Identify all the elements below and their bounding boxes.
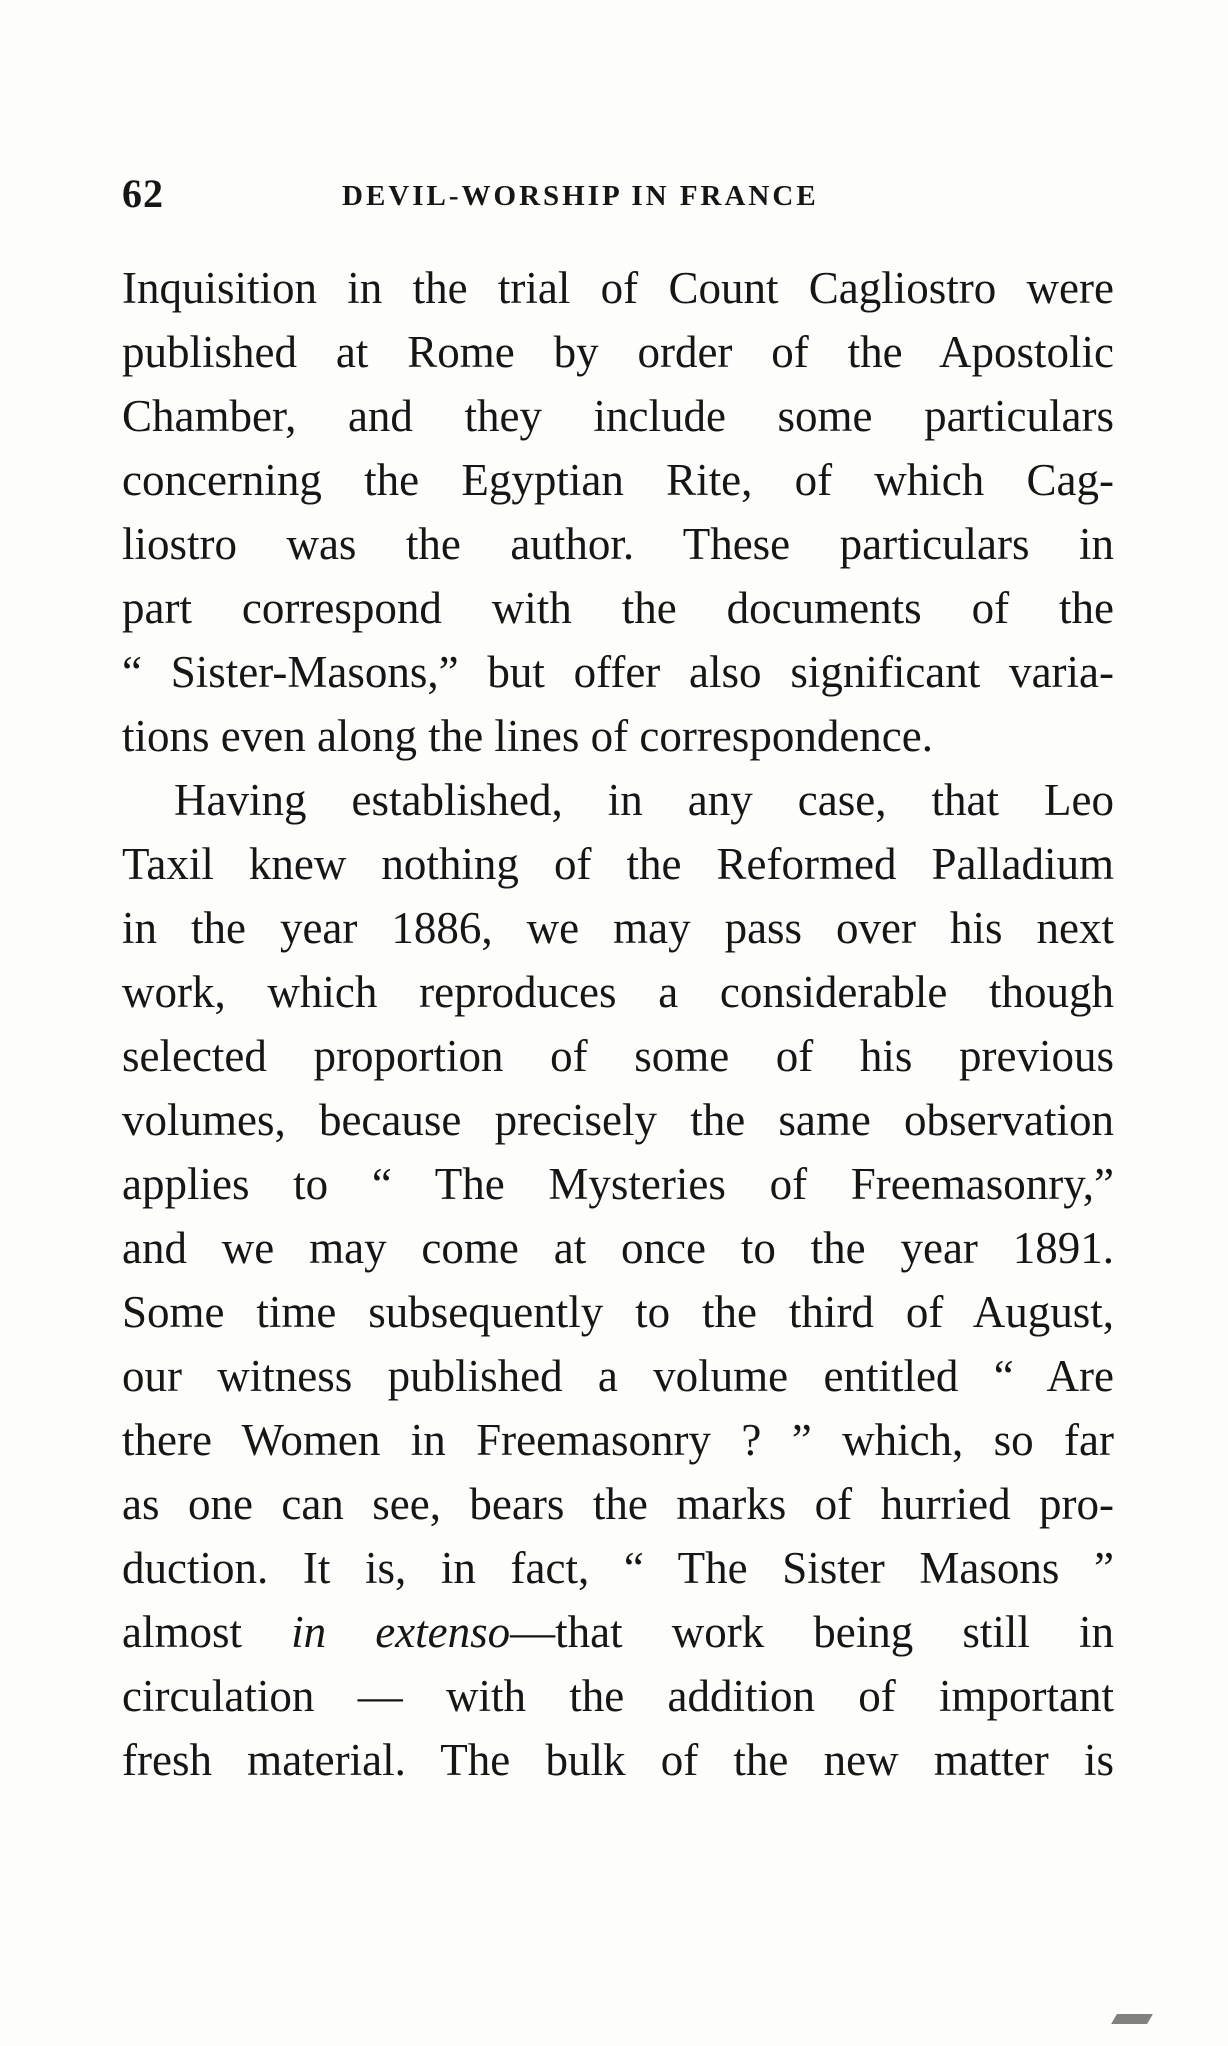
text-line: Chamber, and they include some particulars [122,391,1114,441]
text-line: as one can see, bears the marks of hurried pro- [122,1479,1114,1529]
text-line: applies to “ The Mysteries of Freemasonry,” [122,1159,1114,1209]
text-line: concerning the Egyptian Rite, of which Cag- [122,455,1114,505]
text-line: Having established, in any case, that Leo [174,775,1114,825]
text-line-italic [122,1600,1114,1664]
body-text [122,256,1114,1792]
text-line: fresh material. The bulk of the new matter is [122,1735,1114,1785]
text-line: circulation — with the addition of important [122,1671,1114,1721]
running-head [122,170,1112,222]
text-line: our witness published a volume entitled “ Are [122,1351,1114,1401]
text-line: there Women in Freemasonry ? ” which, so far [122,1415,1114,1465]
text-line: “ Sister-Masons,” but offer also significant varia- [122,647,1114,697]
line-text-after: —that work being still in [510,1607,1114,1657]
line-text-before: almost [122,1607,292,1657]
text-line: Taxil knew nothing of the Reformed Palladium [122,839,1114,889]
running-title: DEVIL-WORSHIP IN FRANCE [342,180,819,212]
italic-phrase: in extenso [291,1607,511,1657]
text-line: tions even along the lines of correspondence. [122,711,933,761]
text-line: part correspond with the documents of the [122,583,1114,633]
text-line: selected proportion of some of his previous [122,1031,1114,1081]
text-line: liostro was the author. These particulars in [122,519,1114,569]
text-line: volumes, because precisely the same observation [122,1095,1114,1145]
text-line: Inquisition in the trial of Count Cagliostro were [122,263,1114,313]
text-line: in the year 1886, we may pass over his next [122,903,1114,953]
text-line: duction. It is, in fact, “ The Sister Masons ” [122,1543,1114,1593]
text-line: and we may come at once to the year 1891. [122,1223,1114,1273]
text-line: work, which reproduces a considerable though [122,967,1114,1017]
text-line: published at Rome by order of the Apostolic [122,327,1114,377]
corner-mark [1111,2014,1153,2024]
text-line: Some time subsequently to the third of August, [122,1287,1114,1337]
page-number: 62 [122,171,164,216]
